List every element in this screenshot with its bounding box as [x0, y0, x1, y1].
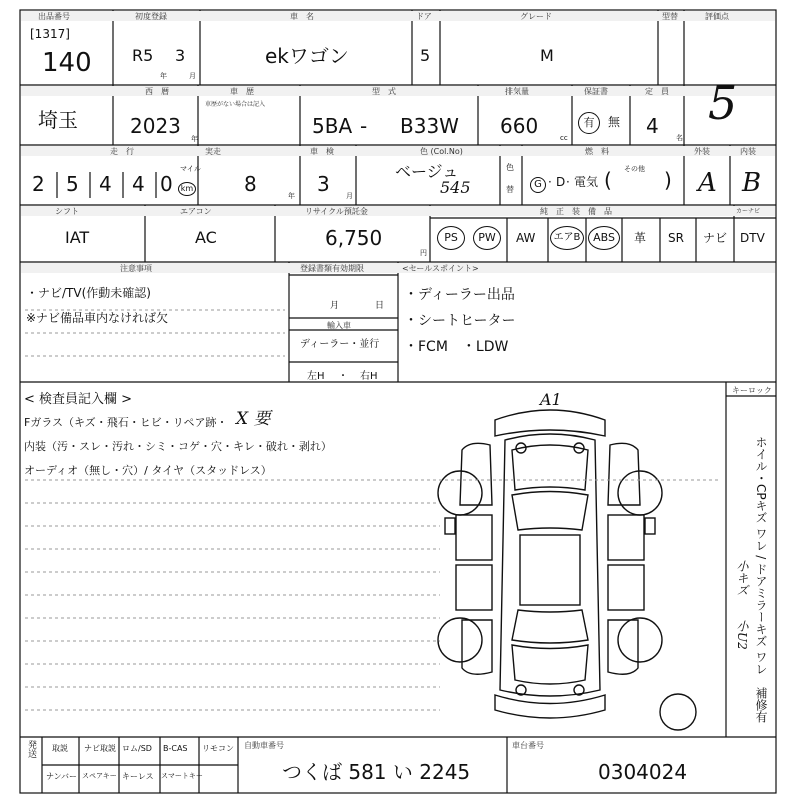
inspection-month: 3: [317, 172, 330, 196]
option-navi: ナビ: [703, 231, 728, 245]
label-notice: 注意事項: [120, 264, 152, 273]
sales-point-2: ・シートヒーター: [404, 313, 516, 329]
label-reg-no: 自動車番号: [244, 741, 284, 750]
lot-sub-number: [1317]: [30, 27, 70, 41]
warranty-no: 無: [608, 115, 621, 129]
first-reg-era: R5: [132, 46, 154, 65]
color-printed: ベージュ: [395, 162, 459, 181]
label-fuel: 燃 料: [585, 147, 609, 156]
color-handwritten: 545: [440, 178, 471, 197]
sales-point-1: ・ディーラー出品: [404, 287, 515, 303]
first-reg-month: 3: [175, 46, 186, 65]
fuel-open-paren: (: [604, 168, 612, 192]
option-pw: PW: [473, 226, 501, 250]
option-abs: ABS: [588, 226, 620, 250]
year-western: 2023: [130, 114, 181, 138]
label-shift: シフト: [55, 207, 79, 216]
fuel-other: その他: [624, 165, 645, 173]
option-aw: AW: [516, 231, 536, 245]
label-carnavi: カーナビ: [736, 208, 761, 215]
label-first-reg: 初度登録: [135, 12, 167, 21]
bottom-item-navi-manual: ナビ取説: [84, 744, 116, 753]
year-unit: 年: [191, 135, 198, 143]
car-doors: 5: [420, 46, 431, 65]
bottom-item-manual: 取説: [52, 744, 68, 753]
score-handwritten: 5: [708, 76, 738, 130]
inspection-year: 8: [244, 172, 257, 196]
inspector-title: < 検査員記入欄 >: [24, 392, 133, 407]
fuel-dot-1: ·: [548, 175, 552, 189]
grade-interior: B: [742, 168, 762, 198]
label-delivery: 発送: [26, 740, 36, 758]
side-note-hand-2: 小U2: [735, 620, 749, 650]
mileage-digit-1: 2: [32, 172, 45, 196]
bottom-item-smart-key: スマートキー: [161, 772, 203, 780]
reg-month-label: 月: [330, 301, 340, 311]
fuel-dot-2: ·: [566, 175, 570, 189]
label-model: 型 式: [372, 87, 396, 96]
option-leather: 革: [634, 231, 647, 245]
color-label: 色: [506, 163, 514, 172]
first-reg-year-mark: 年: [160, 72, 167, 80]
label-lot-no: 出品番号: [38, 12, 70, 21]
label-import: 輸入車: [327, 321, 351, 330]
warranty-yes: 有: [578, 112, 600, 134]
recycle-fee: 6,750: [325, 226, 383, 250]
label-color: 色 (Col.No): [420, 147, 463, 156]
label-interior: 内装: [740, 147, 756, 156]
model-code: B33W: [400, 114, 459, 138]
label-sales-point: <セールスポイント>: [402, 264, 479, 273]
bottom-item-rom-sd: ロム/SD: [122, 744, 152, 753]
option-airbag: エアB: [550, 226, 584, 250]
option-sr: SR: [668, 231, 684, 245]
inspector-line-2: 内装（汚・スレ・汚れ・シミ・コゲ・穴・キレ・破れ・剥れ）: [24, 440, 332, 453]
inspection-year-unit: 年: [288, 192, 295, 200]
label-doors: ドア: [416, 12, 432, 21]
side-note-hand-1: 小キズ: [735, 560, 749, 596]
label-keylock: キーロック: [732, 386, 772, 395]
label-chassis: 車 歴: [230, 87, 254, 96]
aircon: AC: [195, 228, 217, 247]
note-2: ※ナビ備品車内なければ欠: [26, 311, 169, 325]
bottom-item-remote: リモコン: [202, 744, 234, 753]
bottom-item-keyless: キーレス: [122, 772, 154, 781]
label-recycle: リサイクル預託金: [305, 207, 368, 216]
mileage-digit-5: 0: [160, 172, 173, 196]
fuel-close-paren: ): [664, 168, 672, 192]
car-grade: M: [540, 46, 554, 65]
car-name: ekワゴン: [265, 44, 349, 68]
first-reg-month-mark: 月: [189, 72, 196, 80]
inspector-line-3: オーディオ（無し・穴）/ タイヤ（スタッドレス）: [24, 464, 272, 477]
grade-exterior: A: [698, 168, 717, 198]
fuel-electric: 電気: [574, 175, 599, 189]
label-capacity: 定 員: [645, 87, 669, 96]
bottom-item-spare-key: スペアキー: [82, 772, 117, 780]
inspector-handwritten: X 要: [236, 409, 271, 429]
sales-point-3: ・FCM ・LDW: [404, 339, 509, 355]
label-exterior: 外装: [694, 147, 710, 156]
car-diagram: [438, 410, 696, 730]
displacement: 660: [500, 114, 539, 138]
label-reg-deadline: 登録書類有効期限: [300, 264, 364, 273]
label-warranty: 保証書: [584, 87, 608, 96]
diagram-annotation: A1: [540, 390, 562, 409]
fuel-diesel: D: [556, 175, 566, 189]
label-shaded: 型替: [662, 12, 678, 21]
lot-number: 140: [42, 48, 92, 78]
label-history-note: 車歴がない場合は記入: [205, 101, 266, 108]
label-serial: 車台番号: [512, 741, 544, 750]
inspector-line-1: Fガラス（キズ・飛石・ヒビ・リペア跡・: [24, 416, 228, 429]
bottom-item-plate: ナンバー: [46, 772, 78, 781]
fuel-gas: G: [530, 174, 546, 193]
option-dtv: DTV: [740, 231, 765, 245]
reg-day-label: 日: [375, 301, 385, 311]
persons-unit: 名: [676, 134, 683, 142]
label-displacement: 排気量: [505, 87, 529, 96]
change-label: 替: [506, 185, 514, 194]
label-region: 西 暦: [145, 87, 169, 96]
import-dealer: ディーラー・並行: [300, 339, 380, 350]
label-score: 評価点: [705, 12, 729, 21]
registration-plate: つくば 581 い 2245: [282, 760, 471, 784]
shift: IAT: [65, 228, 90, 247]
label-grade: グレード: [520, 12, 552, 21]
km-unit: km: [178, 178, 196, 196]
label-mileage-sub: 実走: [205, 147, 221, 156]
cc-unit: cc: [560, 134, 568, 142]
side-note-main: ホイル・CPキズ ワレ / ドアミラーキズ ワレ 補修有: [754, 436, 768, 723]
mileage-digit-2: 5: [66, 172, 79, 196]
mile-unit: マイル: [180, 165, 201, 173]
region: 埼玉: [38, 108, 78, 132]
mileage-digit-3: 4: [99, 172, 112, 196]
model-dash: -: [360, 114, 368, 138]
label-inspection: 車 検: [310, 147, 334, 156]
yen-unit: 円: [420, 249, 427, 257]
option-ps: PS: [437, 226, 465, 250]
inspection-month-unit: 月: [346, 192, 353, 200]
capacity: 4: [646, 114, 659, 138]
bottom-item-bcas: B-CAS: [163, 744, 188, 753]
model-prefix: 5BA: [312, 114, 353, 138]
label-mileage: 走 行: [110, 147, 134, 156]
mileage-digit-4: 4: [132, 172, 145, 196]
import-right: 右H: [360, 371, 378, 382]
import-left: 左H: [307, 371, 325, 382]
label-car-name: 車 名: [290, 12, 314, 21]
import-dot: ・: [338, 371, 348, 382]
note-1: ・ナビ/TV(作動未確認): [26, 286, 151, 300]
serial-number: 0304024: [598, 760, 688, 784]
label-options: 純 正 装 備 品: [540, 207, 612, 216]
label-aircon: エアコン: [180, 207, 212, 216]
